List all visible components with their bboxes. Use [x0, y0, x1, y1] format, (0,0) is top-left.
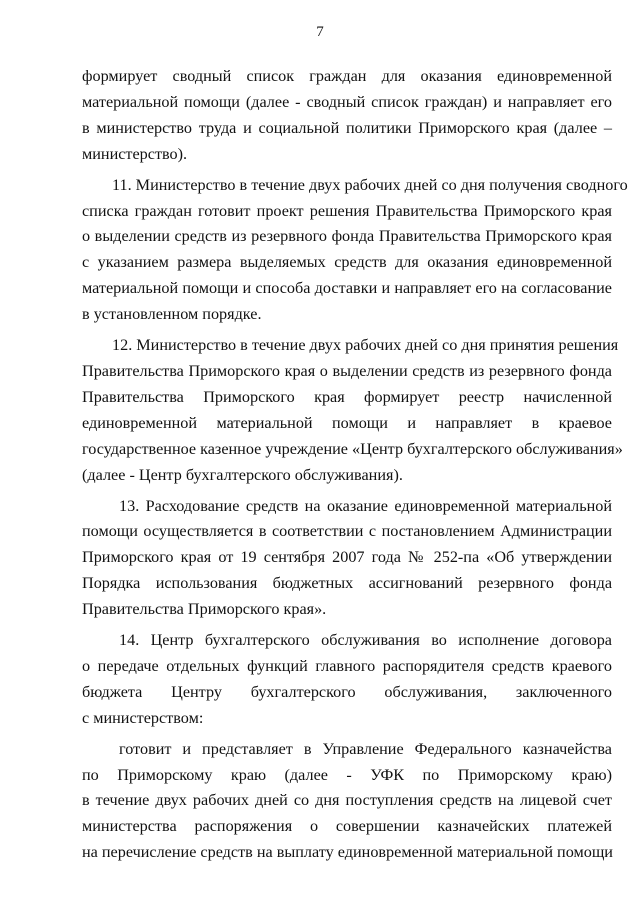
paragraph-item-11 [82, 173, 628, 328]
text-line: материальной помощи и способа доставки и направляет его на согласование [82, 279, 612, 298]
paragraph-item-14 [82, 628, 612, 732]
text-line: готовит и представляет в Управление Федерального казначейства [119, 739, 612, 758]
text-line: государственное казенное учреждение «Центр бухгалтерского обслуживания» [82, 439, 623, 458]
text-line: министерство). [82, 144, 188, 163]
document-body [82, 64, 628, 866]
text-line: на перечисление средств на выплату единовременной материальной помощи [82, 843, 613, 862]
text-line: 11. Министерство в течение двух рабочих дней со дня получения сводного [112, 175, 628, 194]
text-line: Правительства Приморского края формирует реестр начисленной [82, 387, 612, 406]
text-line: о передаче отдельных функций главного распорядителя средств краевого [82, 656, 612, 675]
text-line: Правительства Приморского края». [82, 600, 327, 619]
text-line: помощи осуществляется в соответствии с постановлением Администрации [82, 522, 612, 541]
text-line: в установленном порядке. [82, 305, 262, 324]
text-line: списка граждан готовит проект решения Правительства Приморского края [82, 201, 612, 220]
text-line: 13. Расходование средств на оказание единовременной материальной [119, 496, 612, 515]
text-line: 12. Министерство в течение двух рабочих дней со дня принятия решения [112, 336, 619, 355]
text-line: по Приморскому краю (далее - УФК по Приморскому краю) [82, 765, 612, 784]
text-line: о выделении средств из резервного фонда Правительства Приморского края [82, 227, 612, 246]
text-line: с министерством: [82, 708, 204, 727]
text-line: 14. Центр бухгалтерского обслуживания во исполнение договора [119, 631, 612, 650]
text-line: Приморского края от 19 сентября 2007 года № 252-па «Об утверждении [82, 548, 612, 567]
page-number: 7 [316, 24, 324, 40]
paragraph-item-12 [82, 333, 623, 488]
text-line: Порядка использования бюджетных ассигнований резервного фонда [82, 574, 612, 593]
text-line: (далее - Центр бухгалтерского обслуживания). [82, 465, 403, 484]
text-line: формирует сводный список граждан для оказания единовременной [82, 67, 612, 85]
paragraph-continuation [82, 64, 612, 168]
text-line: с указанием размера выделяемых средств для оказания единовременной [82, 253, 612, 272]
text-line: Правительства Приморского края о выделении средств из резервного фонда [82, 361, 612, 380]
text-line: материальной помощи (далее - сводный список граждан) и направляет его [82, 92, 612, 111]
text-line: единовременной материальной помощи и направляет в краевое [82, 413, 612, 432]
text-line: министерства распоряжения о совершении казначейских платежей [82, 817, 612, 836]
text-line: бюджета Центру бухгалтерского обслуживания, заключенного [82, 682, 612, 701]
text-line: в течение двух рабочих дней со дня поступления средств на лицевой счет [82, 791, 612, 810]
paragraph-item-13 [82, 494, 612, 624]
paragraph-item-14-sub [82, 737, 612, 867]
text-line: в министерство труда и социальной политики Приморского края (далее – [82, 118, 612, 137]
